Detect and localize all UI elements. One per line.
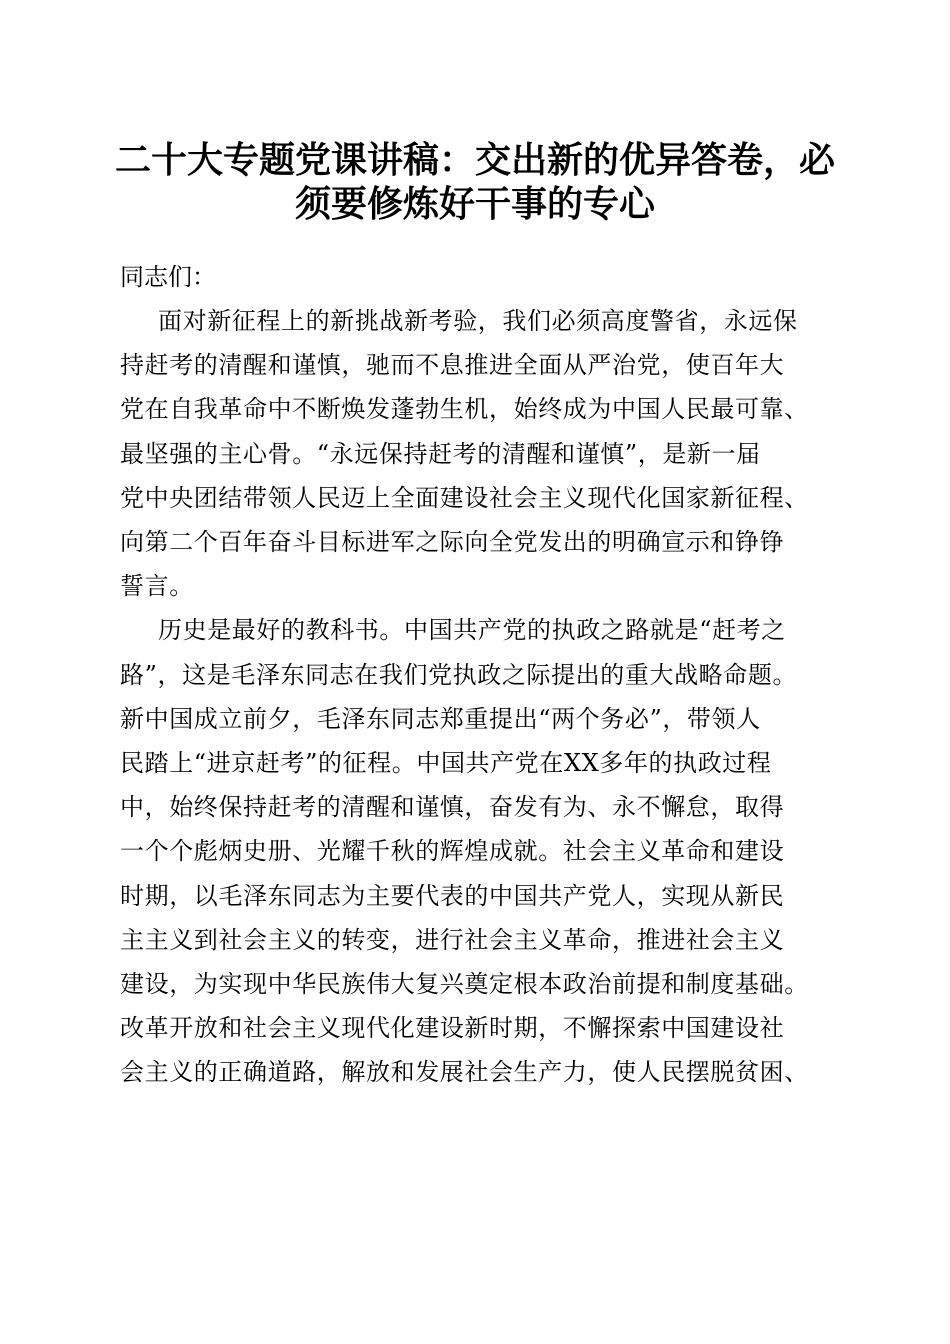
text-line: 会主义的正确道路，解放和发展社会生产力，使人民摆脱贫困、 <box>120 1058 809 1087</box>
text-line: 中，始终保持赶考的清醒和谨慎，奋发有为、永不懈怠，取得 <box>120 793 785 822</box>
title-line: 须要修炼好干事的专心 <box>294 183 655 225</box>
text-line: 最坚强的主心骨。“永远保持赶考的清醒和谨慎”，是新一届 <box>120 439 761 468</box>
text-line: 改革开放和社会主义现代化建设新时期，不懈探索中国建设社 <box>120 1014 785 1043</box>
text-line: 建设，为实现中华民族伟大复兴奠定根本政治前提和制度基础。 <box>120 970 809 999</box>
text-line: 向第二个百年奋斗目标进军之际向全党发出的明确宣示和铮铮 <box>120 528 785 557</box>
title-line: 二十大专题党课讲稿：交出新的优异答卷，必 <box>114 139 835 181</box>
text-line: 持赶考的清醒和谨慎，驰而不息推进全面从严治党，使百年大 <box>120 351 785 380</box>
text-line: 面对新征程上的新挑战新考验，我们必须高度警省，永远保 <box>158 307 798 335</box>
text-line: 主主义到社会主义的转变，进行社会主义革命，推进社会主义 <box>120 925 785 954</box>
text-line: 民踏上“进京赶考”的征程。中国共产党在XX多年的执政过程 <box>120 749 772 778</box>
text-line: 历史是最好的教科书。中国共产党的执政之路就是“赶考之 <box>158 616 786 645</box>
text-line: 新中国成立前夕，毛泽东同志郑重提出“两个务必”，带领人 <box>120 704 761 733</box>
text-line: 誓言。 <box>120 572 194 601</box>
paragraph-1 <box>120 299 836 608</box>
paragraph-2 <box>120 608 836 1094</box>
text-line: 党在自我革命中不断焕发蓬勃生机，始终成为中国人民最可靠、 <box>120 395 809 424</box>
document-body <box>120 255 836 1095</box>
document-title <box>100 138 850 226</box>
salutation: 同志们： <box>120 263 216 291</box>
text-line: 党中央团结带领人民迈上全面建设社会主义现代化国家新征程、 <box>120 483 809 512</box>
text-line: 一个个彪炳史册、光耀千秋的辉煌成就。社会主义革命和建设 <box>120 837 785 866</box>
text-line: 时期，以毛泽东同志为主要代表的中国共产党人，实现从新民 <box>120 881 785 910</box>
text-line: 路”，这是毛泽东同志在我们党执政之际提出的重大战略命题。 <box>120 660 798 689</box>
